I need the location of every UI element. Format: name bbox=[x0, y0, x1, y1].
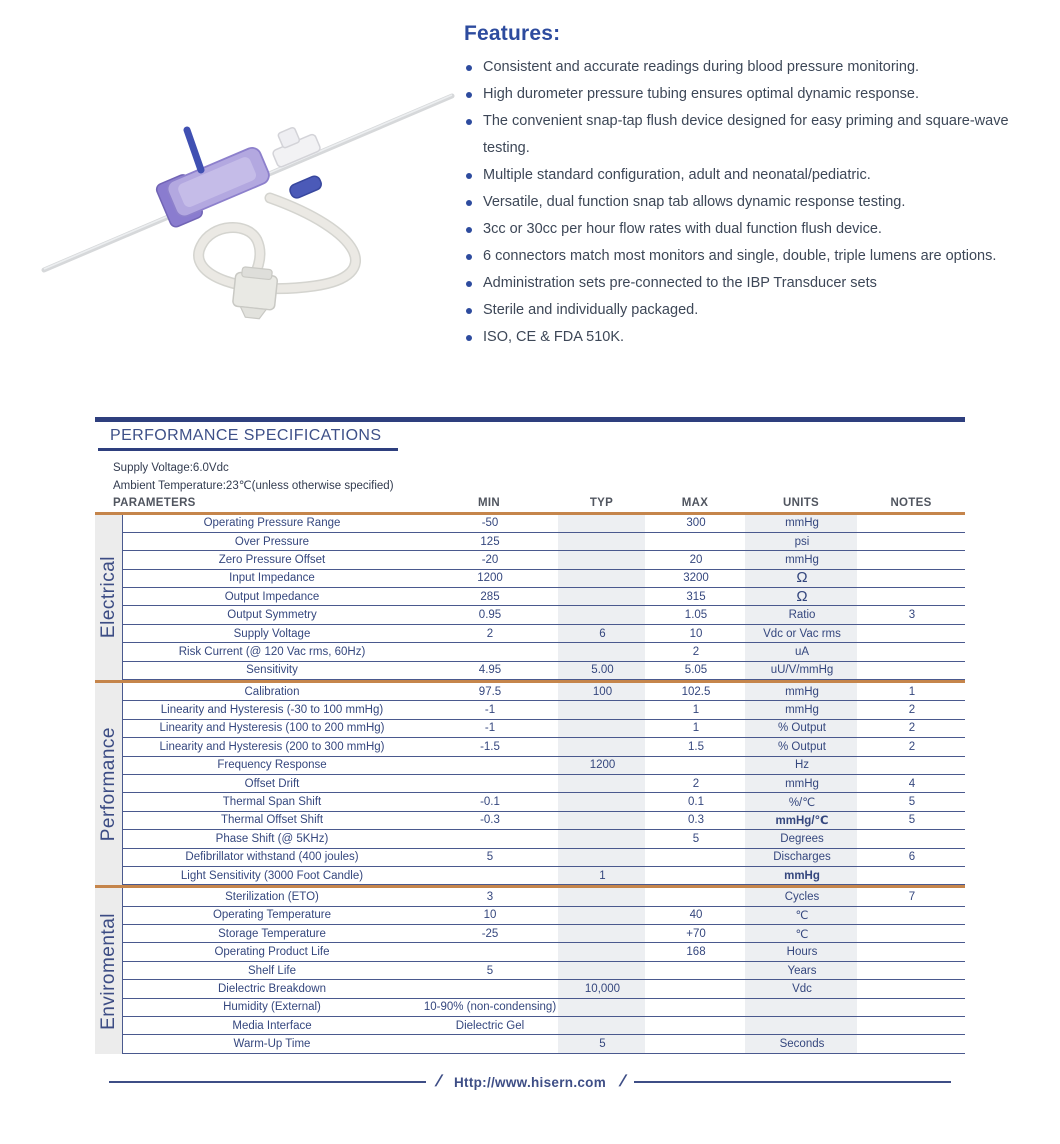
table-body bbox=[95, 515, 965, 1054]
cell-units: Discharges bbox=[773, 851, 831, 864]
cell-param: Output Impedance bbox=[224, 590, 320, 603]
cell-max: 0.3 bbox=[688, 814, 704, 827]
cell-units: mmHg bbox=[784, 869, 820, 882]
cell-min: 2 bbox=[486, 627, 494, 640]
cell-notes bbox=[858, 980, 966, 997]
cell-typ bbox=[559, 943, 646, 960]
spec-row bbox=[123, 999, 965, 1017]
cell-min: -20 bbox=[481, 553, 499, 566]
cell-max: 168 bbox=[686, 946, 706, 959]
cell-notes: 4 bbox=[908, 777, 916, 790]
cell-max: 20 bbox=[689, 553, 703, 566]
cell-notes bbox=[858, 757, 966, 774]
cell-param: Operating Product Life bbox=[214, 946, 330, 959]
cell-max: 300 bbox=[686, 517, 706, 530]
cell-typ bbox=[559, 643, 646, 660]
spec-section bbox=[95, 417, 965, 1054]
cell-min: 5 bbox=[486, 964, 494, 977]
cell-param: Output Symmetry bbox=[227, 609, 317, 622]
feature-item: 3cc or 30cc per hour flow rates with dual function flush device. bbox=[464, 216, 1052, 243]
cell-units: % Output bbox=[778, 722, 826, 735]
cell-notes: 2 bbox=[908, 704, 916, 717]
feature-item: The convenient snap-tap flush device designed for easy priming and square-wave testing. bbox=[464, 108, 1052, 162]
cell-typ bbox=[559, 1017, 646, 1034]
cell-param: Zero Pressure Offset bbox=[218, 553, 326, 566]
cell-param: Humidity (External) bbox=[223, 1001, 321, 1014]
cell-max: 1 bbox=[692, 704, 700, 717]
col-header-notes: NOTES bbox=[890, 497, 932, 509]
cell-units: Seconds bbox=[779, 1038, 825, 1051]
spec-group-performance bbox=[95, 683, 965, 885]
cell-units: mmHg bbox=[785, 777, 819, 790]
feature-item: 6 connectors match most monitors and single, double, triple lumens are options. bbox=[464, 243, 1052, 270]
cell-units: %/℃ bbox=[788, 797, 816, 810]
spec-row bbox=[123, 701, 965, 719]
cell-typ bbox=[559, 515, 646, 532]
spec-row bbox=[123, 570, 965, 588]
cell-typ: 10,000 bbox=[584, 982, 621, 995]
spec-row bbox=[123, 793, 965, 811]
cell-units: Ratio bbox=[788, 609, 816, 622]
cell-max: 3200 bbox=[683, 572, 709, 585]
cell-typ: 5 bbox=[599, 1038, 606, 1051]
cell-typ bbox=[559, 738, 646, 755]
snap-tap-lever bbox=[187, 130, 201, 170]
cell-min bbox=[421, 830, 559, 847]
cell-notes bbox=[858, 1017, 966, 1034]
cell-typ: 1200 bbox=[589, 759, 616, 772]
feature-item: ISO, CE & FDA 510K. bbox=[464, 324, 1052, 351]
spec-row bbox=[123, 812, 965, 830]
spec-table bbox=[95, 495, 965, 1054]
cell-max bbox=[646, 867, 746, 884]
cell-min bbox=[421, 980, 559, 997]
cell-max: 40 bbox=[689, 909, 703, 922]
cell-min: -1 bbox=[484, 704, 496, 717]
cell-notes: 3 bbox=[908, 609, 916, 622]
group-label: Enviromental bbox=[97, 912, 119, 1030]
spec-row bbox=[123, 738, 965, 756]
cell-min: 10-90% (non-condensing) bbox=[423, 1001, 557, 1014]
spec-row bbox=[123, 643, 965, 661]
cell-typ: 100 bbox=[592, 685, 613, 698]
cell-max bbox=[646, 980, 746, 997]
cell-param: Offset Drift bbox=[244, 777, 300, 790]
spec-row bbox=[123, 683, 965, 701]
group-label: Electrical bbox=[97, 556, 119, 639]
cell-notes bbox=[858, 643, 966, 660]
cell-param: Risk Current (@ 120 Vac rms, 60Hz) bbox=[178, 645, 366, 658]
cell-typ: 1 bbox=[599, 869, 606, 882]
cell-notes bbox=[858, 570, 966, 587]
cell-max: 315 bbox=[686, 590, 706, 603]
ambient-temp-note: Ambient Temperature:23℃(unless otherwise specified) bbox=[113, 479, 394, 492]
cell-min: -1 bbox=[484, 722, 496, 735]
cell-notes: 5 bbox=[908, 814, 916, 827]
flush-knob bbox=[288, 174, 323, 199]
cell-notes bbox=[858, 662, 966, 679]
cell-typ bbox=[559, 907, 646, 924]
cell-units: Years bbox=[787, 964, 817, 977]
cell-notes bbox=[858, 907, 966, 924]
cell-min bbox=[421, 643, 559, 660]
cell-typ bbox=[559, 849, 646, 866]
cell-max bbox=[646, 962, 746, 979]
cell-units: ℃ bbox=[795, 928, 809, 941]
test-conditions bbox=[113, 459, 965, 495]
cell-param: Operating Temperature bbox=[212, 909, 332, 922]
spec-row bbox=[123, 1035, 965, 1053]
cell-max: 1 bbox=[692, 722, 700, 735]
feature-item: Sterile and individually packaged. bbox=[464, 297, 1052, 324]
cell-typ bbox=[559, 830, 646, 847]
spec-row bbox=[123, 867, 965, 885]
spec-title-underline bbox=[98, 448, 398, 451]
feature-item: High durometer pressure tubing ensures optimal dynamic response. bbox=[464, 81, 1052, 108]
cell-min: -0.1 bbox=[480, 796, 500, 809]
cell-units: % Output bbox=[778, 740, 826, 753]
cell-min bbox=[421, 943, 559, 960]
cell-notes bbox=[858, 867, 966, 884]
cell-param: Over Pressure bbox=[234, 535, 310, 548]
cell-min bbox=[421, 1035, 559, 1052]
cell-typ bbox=[559, 962, 646, 979]
footer-rule-left bbox=[109, 1081, 426, 1083]
cell-param: Defibrillator withstand (400 joules) bbox=[185, 851, 359, 864]
cell-units: Vdc bbox=[792, 982, 812, 995]
cell-max: 1.05 bbox=[684, 609, 708, 622]
spec-group-electrical bbox=[95, 515, 965, 681]
spec-row bbox=[123, 551, 965, 569]
col-header-max: MAX bbox=[681, 497, 709, 509]
cell-units: mmHg bbox=[785, 685, 819, 698]
cell-notes bbox=[858, 999, 966, 1016]
cell-min: 285 bbox=[480, 590, 500, 603]
cell-max: 5 bbox=[692, 832, 700, 845]
cell-max: 2 bbox=[692, 645, 700, 658]
features-section bbox=[464, 22, 1052, 351]
cell-min: 97.5 bbox=[478, 685, 502, 698]
cell-max bbox=[646, 533, 746, 550]
supply-voltage-note: Supply Voltage:6.0Vdc bbox=[113, 461, 229, 474]
cell-max bbox=[646, 849, 746, 866]
cell-param: Storage Temperature bbox=[218, 927, 326, 940]
cell-notes: 1 bbox=[908, 685, 916, 698]
cell-typ bbox=[559, 812, 646, 829]
cell-typ bbox=[559, 775, 646, 792]
cell-units: uU/V/mmHg bbox=[770, 664, 834, 677]
cell-min bbox=[421, 867, 559, 884]
col-header-units: UNITS bbox=[783, 497, 819, 509]
cell-typ bbox=[559, 701, 646, 718]
footer-url: Http://www.hisern.com bbox=[453, 1074, 607, 1090]
cell-min: -1.5 bbox=[480, 740, 500, 753]
footer-rule-right bbox=[634, 1081, 951, 1083]
cell-units: mmHg bbox=[785, 704, 819, 717]
cell-units: Hours bbox=[786, 946, 818, 959]
features-title: Features: bbox=[464, 22, 561, 45]
spec-section-title: PERFORMANCE SPECIFICATIONS bbox=[110, 427, 382, 444]
transducer-body bbox=[155, 143, 274, 228]
cell-max bbox=[646, 1017, 746, 1034]
cell-min: 0.95 bbox=[478, 609, 502, 622]
cell-notes bbox=[858, 962, 966, 979]
spec-row bbox=[123, 943, 965, 961]
cell-max: 1.5 bbox=[688, 740, 704, 753]
cell-units: ℃ bbox=[795, 910, 809, 923]
ibp-transducer-illustration bbox=[38, 70, 460, 322]
cell-notes bbox=[858, 533, 966, 550]
cell-min: 5 bbox=[486, 851, 494, 864]
cell-units: Hz bbox=[794, 759, 810, 772]
spec-row bbox=[123, 830, 965, 848]
cell-param: Media Interface bbox=[232, 1019, 312, 1032]
cell-notes bbox=[858, 925, 966, 942]
cell-min: 3 bbox=[486, 891, 494, 903]
cell-max: 5.05 bbox=[684, 664, 708, 677]
monitor-connector bbox=[231, 266, 278, 320]
cell-typ bbox=[559, 888, 646, 905]
spec-row bbox=[123, 588, 965, 606]
cell-param: Linearity and Hysteresis (200 to 300 mmHg) bbox=[159, 740, 385, 753]
product-photo bbox=[38, 70, 460, 322]
cell-units: uA bbox=[794, 645, 810, 658]
cell-param: Shelf Life bbox=[248, 964, 296, 977]
cell-param: Light Sensitivity (3000 Foot Candle) bbox=[180, 869, 364, 882]
spec-row bbox=[123, 757, 965, 775]
cell-max: 10 bbox=[689, 627, 703, 640]
col-header-typ: TYP bbox=[589, 497, 614, 509]
cell-min bbox=[421, 757, 559, 774]
cell-typ bbox=[559, 925, 646, 942]
cell-min: 10 bbox=[483, 909, 497, 922]
cell-param: Supply Voltage bbox=[233, 627, 311, 640]
cell-typ bbox=[559, 588, 646, 605]
cell-notes bbox=[858, 625, 966, 642]
cell-units: Degrees bbox=[780, 832, 824, 845]
cell-units bbox=[746, 999, 858, 1016]
cell-units: Cycles bbox=[784, 891, 820, 903]
cell-param: Calibration bbox=[244, 685, 300, 698]
cell-units: psi bbox=[794, 535, 810, 548]
features-list bbox=[464, 54, 1052, 351]
cell-param: Linearity and Hysteresis (-30 to 100 mmHg) bbox=[160, 704, 384, 717]
cell-max bbox=[646, 757, 746, 774]
cell-min: -0.3 bbox=[480, 814, 500, 827]
cell-min: -50 bbox=[481, 517, 499, 530]
cell-typ bbox=[559, 570, 646, 587]
cell-min: 4.95 bbox=[478, 664, 502, 677]
slash-decoration-left: / bbox=[433, 1073, 442, 1090]
cell-min: Dielectric Gel bbox=[455, 1019, 525, 1032]
spec-row bbox=[123, 720, 965, 738]
spec-group-enviromental bbox=[95, 888, 965, 1054]
cell-param: Dielectric Breakdown bbox=[217, 982, 326, 995]
cell-param: Warm-Up Time bbox=[233, 1038, 311, 1051]
cell-units: Ω bbox=[796, 569, 808, 587]
cell-typ bbox=[559, 999, 646, 1016]
spec-row bbox=[123, 849, 965, 867]
cell-max bbox=[646, 888, 746, 905]
cell-max: +70 bbox=[686, 927, 706, 940]
cell-typ bbox=[559, 720, 646, 737]
cell-units: mmHg/℃ bbox=[775, 815, 829, 828]
cell-param: Frequency Response bbox=[217, 759, 327, 772]
cell-units bbox=[746, 1017, 858, 1034]
feature-item: Versatile, dual function snap tab allows dynamic response testing. bbox=[464, 189, 1052, 216]
feature-item: Consistent and accurate readings during blood pressure monitoring. bbox=[464, 54, 1052, 81]
cell-min: 125 bbox=[480, 535, 500, 548]
cell-typ bbox=[559, 551, 646, 568]
spec-row bbox=[123, 907, 965, 925]
cell-typ bbox=[559, 533, 646, 550]
cell-notes: 7 bbox=[908, 891, 916, 903]
cell-notes bbox=[858, 1035, 966, 1052]
spec-row bbox=[123, 515, 965, 533]
cell-max: 2 bbox=[692, 777, 700, 790]
cell-typ bbox=[559, 793, 646, 810]
cell-notes bbox=[858, 551, 966, 568]
cell-units: Vdc or Vac rms bbox=[763, 627, 841, 640]
spec-row bbox=[123, 980, 965, 998]
spec-row bbox=[123, 775, 965, 793]
feature-item: Multiple standard configuration, adult and neonatal/pediatric. bbox=[464, 162, 1052, 189]
cell-units: mmHg bbox=[785, 517, 819, 530]
spec-row bbox=[123, 662, 965, 680]
cell-notes: 2 bbox=[908, 740, 916, 753]
spec-row bbox=[123, 625, 965, 643]
spec-row bbox=[123, 606, 965, 624]
cell-max: 0.1 bbox=[688, 796, 704, 809]
spec-row bbox=[123, 888, 965, 906]
cell-notes bbox=[858, 830, 966, 847]
feature-item: Administration sets pre-connected to the IBP Transducer sets bbox=[464, 270, 1052, 297]
cell-notes: 6 bbox=[908, 851, 916, 864]
cell-param: Sensitivity bbox=[246, 664, 298, 677]
cell-param: Thermal Span Shift bbox=[222, 796, 322, 809]
table-header-row bbox=[95, 495, 965, 515]
slash-decoration-right: / bbox=[618, 1073, 627, 1090]
cell-param: Input Impedance bbox=[229, 572, 315, 585]
cell-param: Linearity and Hysteresis (100 to 200 mmHg) bbox=[159, 722, 385, 735]
cell-param: Operating Pressure Range bbox=[203, 517, 341, 530]
cell-notes: 2 bbox=[908, 722, 916, 735]
spec-row bbox=[123, 925, 965, 943]
col-header-min: MIN bbox=[478, 497, 500, 509]
group-label: Performance bbox=[97, 727, 119, 842]
cell-typ: 6 bbox=[599, 627, 606, 640]
cell-notes bbox=[858, 515, 966, 532]
cell-param: Sterilization (ETO) bbox=[225, 891, 319, 903]
cell-units: Ω bbox=[796, 587, 808, 605]
cell-typ: 5.00 bbox=[591, 664, 614, 677]
cell-max bbox=[646, 1035, 746, 1052]
spec-row bbox=[123, 962, 965, 980]
spec-row bbox=[123, 533, 965, 551]
cell-notes bbox=[858, 588, 966, 605]
cell-units: mmHg bbox=[785, 553, 819, 566]
cell-max bbox=[646, 999, 746, 1016]
cable bbox=[199, 198, 356, 289]
cell-notes: 5 bbox=[908, 796, 916, 809]
cell-min bbox=[421, 775, 559, 792]
cell-param: Thermal Offset Shift bbox=[220, 814, 324, 827]
cell-typ bbox=[559, 606, 646, 623]
cell-param: Phase Shift (@ 5KHz) bbox=[215, 832, 329, 845]
col-header-parameters: PARAMETERS bbox=[113, 497, 196, 509]
stopcock bbox=[266, 121, 321, 168]
cell-min: 1200 bbox=[477, 572, 503, 585]
cell-min: -25 bbox=[481, 927, 499, 940]
cell-notes bbox=[858, 943, 966, 960]
spec-row bbox=[123, 1017, 965, 1035]
cell-max: 102.5 bbox=[681, 685, 711, 698]
footer bbox=[95, 1072, 965, 1092]
